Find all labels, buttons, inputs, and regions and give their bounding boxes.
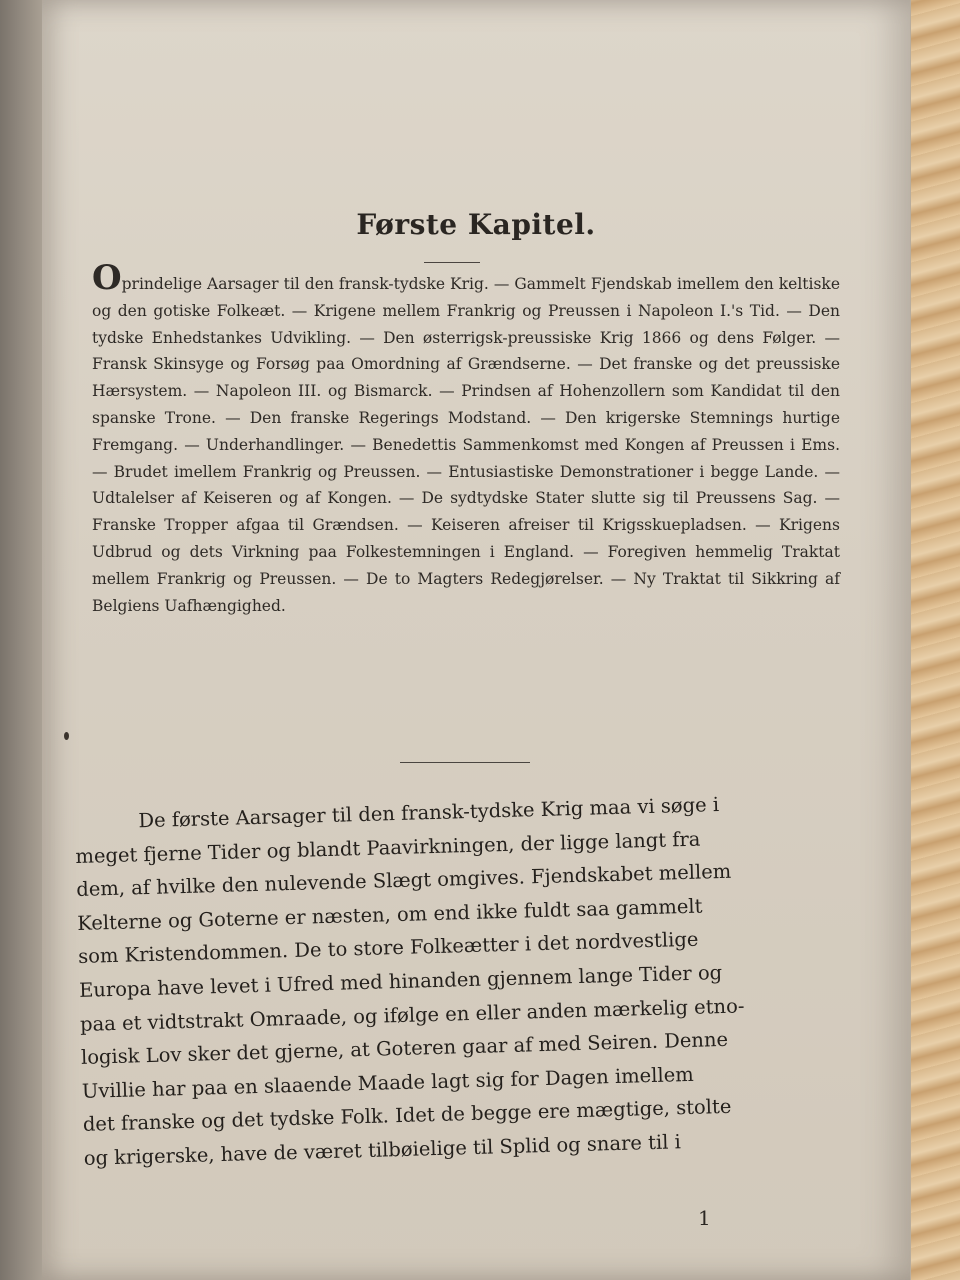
body-line: Europa have levet i Ufred med hinanden gjennem lange Tider og bbox=[78, 960, 723, 1002]
body-line: Uvillie har paa en slaaende Maade lagt sig for Dagen imellem bbox=[81, 1062, 694, 1103]
body-text bbox=[74, 784, 864, 1175]
body-line: som Kristendommen. De to store Folkeætter i det nordvestlige bbox=[77, 927, 699, 969]
body-line: meget fjerne Tider og blandt Paavirkningen, der ligge langt fra bbox=[75, 827, 701, 868]
ink-speck bbox=[64, 732, 69, 740]
title-rule bbox=[424, 262, 480, 263]
page-number: 1 bbox=[698, 1206, 711, 1230]
chapter-summary: Oprindelige Aarsager til den fransk-tydske Krig. — Gammelt Fjendskab imellem den keltiske og den gotiske Folkeæt. — Krigene mellem Frankrig og Preussen i Napoleon I.'s Tid. — Den tydske Enhedstankes Udvikling. — Den østerrigsk-preussiske Krig 1866 og dens Følger. — Fransk Skinsyge og Forsøg paa Omordning af Grændserne. — Det franske og det preussiske Hærsystem. — Napoleon III. og Bismarck. — Prindsen af Hohenzollern som Kandidat til den spanske Trone. — Den franske Regerings Modstand. — Den krigerske Stemnings hurtige Fremgang. — Underhandlinger. — Benedettis Sammenkomst med Kongen af Preussen i Ems. — Brudet imellem Frankrig og Preussen. — Entusiastiske Demonstrationer i begge Lande. — Udtalelser af Keiseren og af Kongen. — De sydtydske Stater slutte sig til Preussens Sag. — Franske Tropper afgaa til Grændsen. — Keiseren afreiser til Krigsskuepladsen. — Krigens Udbrud og dets Virkning paa Folkestemningen i England. — Foregiven hemmelig Traktat mellem Frankrig og Preussen. — De to Magters Redegjørelser. — Ny Traktat til Sikkring af Belgiens Uafhængighed. bbox=[92, 258, 840, 615]
body-line: og krigerske, have de været tilbøielige til Splid og snare til i bbox=[83, 1130, 682, 1170]
chapter-title: Første Kapitel. bbox=[356, 208, 596, 241]
body-line: logisk Lov sker det gjerne, at Goteren gaar af med Seiren. Denne bbox=[80, 1027, 729, 1070]
body-line: det franske og det tydske Folk. Idet de begge ere mægtige, stolte bbox=[82, 1095, 732, 1137]
section-divider bbox=[400, 762, 530, 763]
book-page bbox=[42, 0, 911, 1280]
body-line: dem, af hvilke den nulevende Slægt omgives. Fjendskabet mellem bbox=[76, 859, 732, 902]
body-line: De første Aarsager til den fransk-tydske Krig maa vi søge i bbox=[138, 792, 720, 833]
body-line: Kelterne og Goterne er næsten, om end ikke fuldt saa gammelt bbox=[76, 894, 703, 935]
body-line: paa et vidtstrakt Omraade, og ifølge en eller anden mærkelig etno- bbox=[79, 993, 745, 1036]
